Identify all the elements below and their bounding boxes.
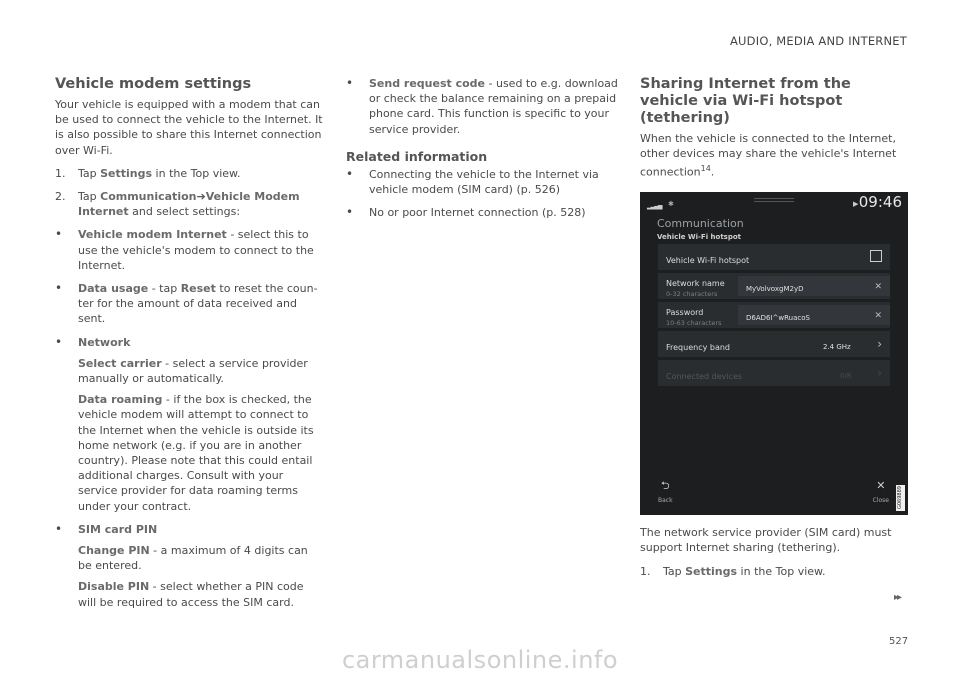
close-icon: ✕ [876, 478, 886, 492]
clear-icon[interactable]: ✕ [874, 311, 882, 322]
page-number: 527 [889, 636, 909, 647]
status-bar [640, 192, 908, 212]
connected-devices-row[interactable]: Connected devices 0/8 › [658, 360, 890, 386]
intro-paragraph: When the vehicle is connected to the Internet, other devices may share the vehicle's Internet connection$^{14}$. [640, 132, 897, 180]
settings-panel [658, 244, 890, 389]
step-text: Tap Settings in the Top view. [663, 564, 826, 578]
continued-icon: ▸▸ [894, 592, 901, 603]
bullet-icon: • [346, 205, 354, 220]
clear-icon[interactable]: ✕ [874, 282, 882, 293]
step-number: 2. [55, 190, 66, 204]
network-name-row[interactable]: Network name 0-32 characters MyVolvoxgM2yD ✕ [658, 273, 890, 299]
play-icon: ▶ [853, 200, 859, 209]
bullet-icon: • [55, 227, 63, 242]
vehicle-modem-term: Vehicle Modem Internet [78, 190, 300, 219]
step-1 [640, 564, 908, 579]
tethering-note: The network service provider (SIM card) must support Internet sharing (tethering). [640, 526, 892, 555]
step-text: Tap Settings in the Top view. [78, 166, 241, 180]
heading-vehicle-modem: Vehicle modem settings [55, 76, 252, 92]
list-item: • Send request code - used to e.g. download or check the balance remaining on a prepaid phone card. This function is specific to your service provider. [346, 76, 618, 136]
list-item: • Vehicle modem Internet - select this to use the vehicle's modem to connect to the Internet. [55, 227, 314, 272]
step-text: Tap Communication➔Vehicle Modem Internet and select settings: [78, 190, 300, 219]
signal-icon: ▂▃▄▅ [647, 203, 662, 211]
list-item: • Data usage - tap Reset to reset the coun-ter for the amount of data received and sent. [55, 281, 318, 326]
frequency-band-row[interactable]: Frequency band 2.4 GHz › [658, 331, 890, 357]
screen-subtitle: Vehicle Wi-Fi hotspot [657, 233, 742, 242]
close-button[interactable]: ✕ Close [872, 478, 889, 505]
image-code: G069889 [897, 486, 903, 510]
footnote-ref: 14 [700, 164, 711, 174]
step-number: 1. [640, 564, 651, 578]
heading-sharing-internet: Sharing Internet from the vehicle via Wi-Fi hotspot (tethering) [640, 76, 851, 126]
step-number: 1. [55, 166, 66, 180]
hotspot-toggle-row[interactable]: Vehicle Wi-Fi hotspot [658, 244, 890, 270]
related-link[interactable]: • Connecting the vehicle to the Internet via vehicle modem (SIM card) (p. 526) [346, 167, 599, 197]
section-header: AUDIO, MEDIA AND INTERNET [729, 34, 907, 48]
watermark: carmanualsonline.info [341, 646, 619, 674]
checkbox-icon[interactable] [870, 250, 882, 262]
clock: 09:46 [858, 193, 902, 212]
related-link[interactable]: • No or poor Internet connection (p. 528) [346, 205, 586, 220]
drag-handle-icon [754, 198, 794, 202]
column-middle [346, 76, 618, 229]
step-1 [55, 166, 323, 181]
bullet-icon: • [55, 334, 63, 349]
bullet-icon: • [55, 521, 63, 536]
step-2 [55, 189, 323, 219]
chevron-right-icon: › [877, 366, 882, 381]
column-right [640, 76, 908, 587]
column-left [55, 76, 323, 618]
settings-term: Settings [100, 166, 153, 180]
back-icon: ⮌ [660, 478, 670, 492]
bullet-icon: • [346, 167, 354, 182]
related-heading: Related information [346, 148, 488, 164]
arrow-right-icon: ➔ [196, 190, 206, 204]
app-title: Communication [657, 217, 744, 231]
list-item: • Network Select carrier - select a service provider manually or automatically. Data roaming - if the box is checked, the vehicle modem will attempt to connect to the Internet when the vehicle is outside its home network (e.g. if you are in another country). Please note that this could entail additional charges. Consult with your service provider for data roaming terms under your contract. [55, 334, 314, 513]
infotainment-screenshot [640, 192, 908, 515]
password-row[interactable]: Password 10-63 characters D6AD6I^wRuacoS ✕ [658, 302, 890, 328]
bullet-icon: • [346, 76, 354, 90]
bullet-icon: • [55, 281, 63, 296]
intro-paragraph: Your vehicle is equipped with a modem that can be used to connect the vehicle to the Internet. It is also possible to share this Internet connection over Wi-Fi. [55, 98, 323, 157]
communication-term: Communication [100, 190, 197, 204]
back-button[interactable]: ⮌ Back [658, 478, 673, 505]
chevron-right-icon: › [877, 337, 882, 352]
bluetooth-icon: ✱ [668, 200, 674, 209]
bottom-bar [640, 479, 908, 515]
list-item: • SIM card PIN Change PIN - a maximum of 4 digits can be entered. Disable PIN - select whether a PIN code will be required to access the SIM card. [55, 521, 308, 609]
